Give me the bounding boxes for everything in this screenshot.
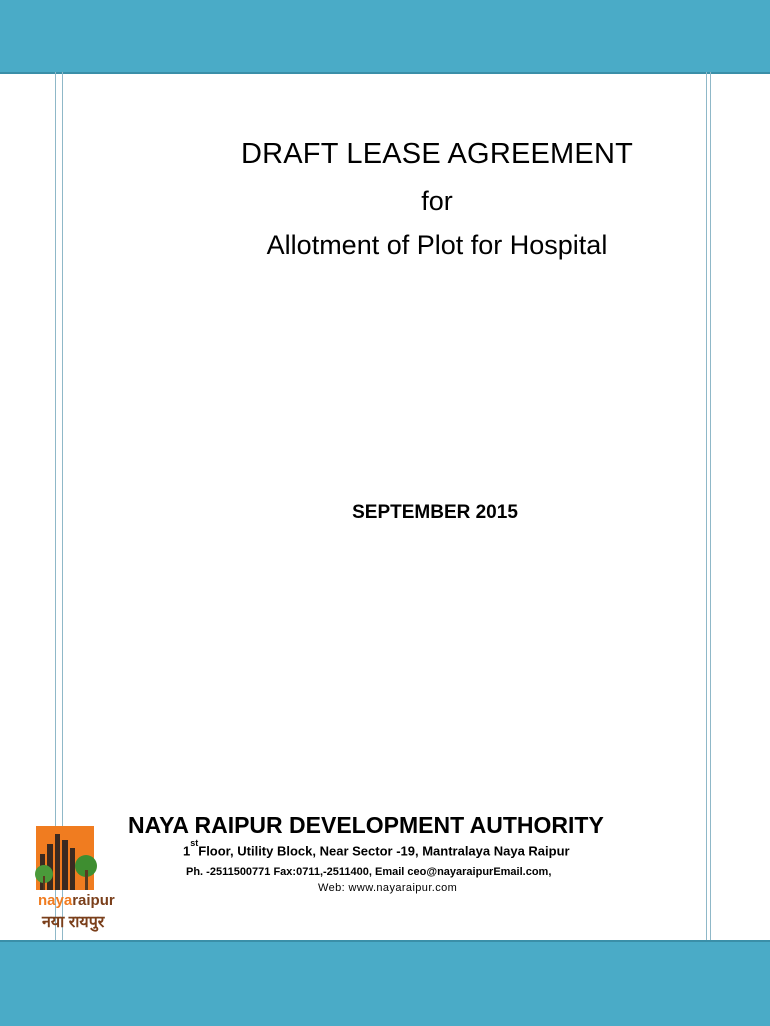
document-date: SEPTEMBER 2015: [352, 502, 518, 523]
city-skyline-icon: [30, 826, 130, 892]
nayaraipur-logo: [30, 826, 130, 934]
organization-website: Web: www.nayaraipur.com: [318, 882, 458, 894]
document-title-connector: for: [421, 186, 453, 216]
logo-wordmark-hindi: नया रायपुर: [42, 914, 105, 931]
organization-name: NAYA RAIPUR DEVELOPMENT AUTHORITY: [128, 812, 604, 838]
organization-contact: Ph. -2511500771 Fax:0711,-2511400, Email ceo@nayaraipurEmail.com,: [186, 866, 552, 878]
organization-address: 1stFloor, Utility Block, Near Sector -19, Mantralaya Naya Raipur: [183, 838, 570, 859]
bottom-footer-band: [0, 940, 770, 1026]
top-header-band: [0, 0, 770, 74]
document-title: DRAFT LEASE AGREEMENT: [240, 138, 634, 170]
document-subtitle: Allotment of Plot for Hospital: [266, 230, 608, 260]
logo-wordmark: nayaraipur: [38, 892, 115, 909]
